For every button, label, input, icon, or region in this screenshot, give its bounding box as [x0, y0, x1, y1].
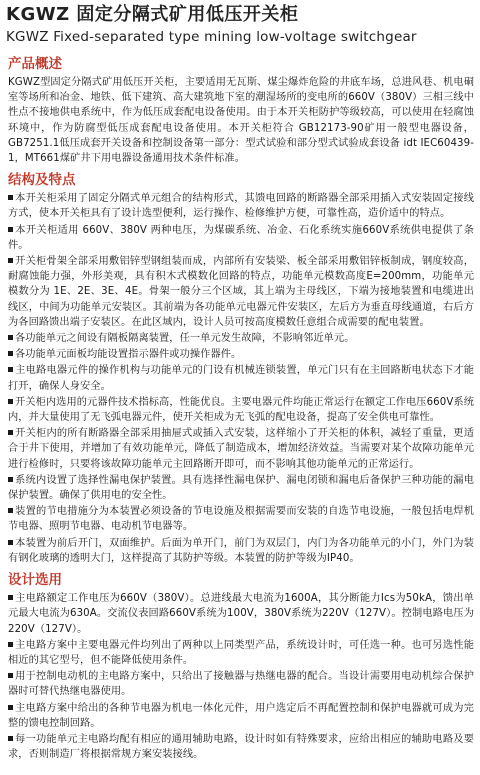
bullet-square-icon [8, 258, 13, 263]
design-item: 主电路方案中主要电器元件均列出了两种以上同类型产品，系统设计时，可任选一种。也可另选性能相近的其它型号，但不能降低使用条件。 [8, 639, 474, 666]
page-title: KGWZ 固定分隔式矿用低压开关柜 [6, 4, 299, 25]
overview-heading: 产品概述 [8, 56, 62, 72]
structure-item: 开关柜骨架全部采用敷铝锌型钢组装而成，内部所有安装梁、板全部采用敷铝锌板制成，钢度较高，耐腐蚀能力强，外形美观，具有积木式模数化回路的特点，功能单元模数高度E=200mm，功能单元模数分为 1E、2E、3E、4E。骨架一般分三个区域，其上端为主母线区，下端为接地装置和电缆进出线区，中间为功能单元安装区。其前端为各功能单元电器元件安装区，左后方为垂直母线通道，右后方为各回路馈出端子安装区。在此区域内，设计人员可按高度模数任意组合成需要的配电装置。 [8, 256, 474, 328]
design-list [6, 591, 474, 762]
structure-item: 开关柜内选用的元器件技术指标高，性能优良。主要电器元件均能正常运行在额定工作电压660V系统内，并大量使用了无飞弧电器元件，使开关柜成为无飞弧的配电设备，提高了安全供电可靠性。 [8, 396, 474, 424]
design-heading: 设计选用 [8, 572, 62, 589]
design-item: 主电路额定工作电压为660V（380V）。总进线最大电流为1600A，其分断能力Ics为50kA，馈出单元最大电流为630A。交流仪表回路660V系统为100V，380V系统为220V（127V）。控制电路电压为220V（127V）。 [8, 593, 474, 635]
structure-item: 本装置为前后开门，双面维护。后面为单开门，前门为双层门，内门为各功能单元的小门，外门为装有钢化玻璃的透明大门，这样提高了其防护等级。本装置的防护等级为IP40。 [8, 537, 474, 564]
design-item: 用于控制电动机的主电路方案中，只给出了接触器与热继电器的配合。当设计需要用电动机综合保护器时可替代热继电器使用。 [8, 671, 474, 698]
structure-item: 主电路电器元件的操作机构与功能单元的门设有机械连锁装置，单元门只有在主回路断电状态下才能打开，确保人身安全。 [8, 365, 474, 392]
design-item: 每一功能单元主电路均配有相应的通用辅助电路，设计时如有特殊要求，应给出相应的辅助电路及要求，否则制造厂将根据常规方案安装接线。 [8, 733, 474, 761]
bullet-square-icon [8, 705, 13, 710]
structure-item: 本开关柜采用了固定分隔式单元组合的结构形式，其馈电回路的断路器全部采用插入式安装固定接线方式，使本开关柜具有了设计选型便利，运行操作、检修维护方便，可靠性高，造价适中的特点。 [8, 193, 474, 220]
bullet-square-icon [8, 736, 13, 741]
bullet-square-icon [8, 595, 13, 600]
bullet-square-icon [8, 540, 13, 545]
structure-item: 本开关柜适用 660V、380V 两种电压，为煤碳系统、冶金、石化系统实施660V系统供电提供了条件。 [8, 224, 474, 251]
page-subtitle-en: KGWZ Fixed-separated type mining low-voltage switchgear [6, 29, 417, 45]
overview-text: KGWZ型固定分隔式矿用低压开关柜，主要适用无瓦斯、煤尘爆炸危险的井底车场，总进风巷、机电硐室等场所和冶金、地铁、低下建筑、高大建筑地下室的潮湿场所的变电所的660V（380V）三相三线中性点不接地供电系统中，作为低压成套配电设备使用。由于本开关柜防护等级较高，可以使用在轻腐蚀环境中，作为防腐型低压成套配电设备使用。本开关柜符合 GB12173-90矿用一般型电器设备，GB7251.1低压成套开关设备和控制设备第一部分：型式试验和部分型式试验成套设备 idt IEC60439-1，MT661煤矿井下用电器设备通用技术条件标准。 [8, 77, 474, 165]
design-item: 主电路方案中给出的各种节电器为机电一体化元件，用户选定后不再配置控制和保护电器就可成为完整的馈电控制回路。 [8, 702, 474, 729]
bullet-square-icon [8, 367, 13, 372]
bullet-square-icon [8, 673, 13, 678]
bullet-square-icon [8, 195, 13, 200]
bullet-square-icon [8, 642, 13, 647]
bullet-square-icon [8, 508, 13, 513]
structure-item: 各功能单元之间设有隔板隔离装置，任一单元发生故障，不影响邻近单元。 [8, 331, 474, 346]
bullet-square-icon [8, 351, 13, 356]
bullet-square-icon [8, 227, 13, 232]
structure-item: 开关柜内的所有断路器全部采用抽屉式或插入式安装，这样缩小了开关柜的体积，减轻了重量，更适合于井下使用，并增加了有效功能单元，降低了制造成本，增加经济效益。当需要对某个故障功能单元进行检修时，只要将该故障功能单元主回路断开即可，而不影响其他功能单元的正常运行。 [8, 428, 474, 470]
bullet-square-icon [8, 430, 13, 435]
structure-list [6, 191, 474, 566]
bullet-square-icon [8, 477, 13, 482]
bullet-square-icon [8, 399, 13, 404]
structure-item: 各功能单元面板均能设置指示器件或功操作器件。 [8, 347, 474, 362]
structure-item: 系统内设置了选择性漏电保护装置。具有选择性漏电保护、漏电闭锁和漏电后备保护三种功能的漏电保护装置。确保了供用电的安全性。 [8, 474, 474, 502]
structure-heading: 结构及特点 [8, 172, 76, 189]
structure-item: 装置的节电措施分为本装置必须设备的节电设施及根据需要而安装的自选节电设施，一般包括电焊机节电器、照明节电器、电动机节电器等。 [8, 506, 474, 533]
bullet-square-icon [8, 335, 13, 340]
